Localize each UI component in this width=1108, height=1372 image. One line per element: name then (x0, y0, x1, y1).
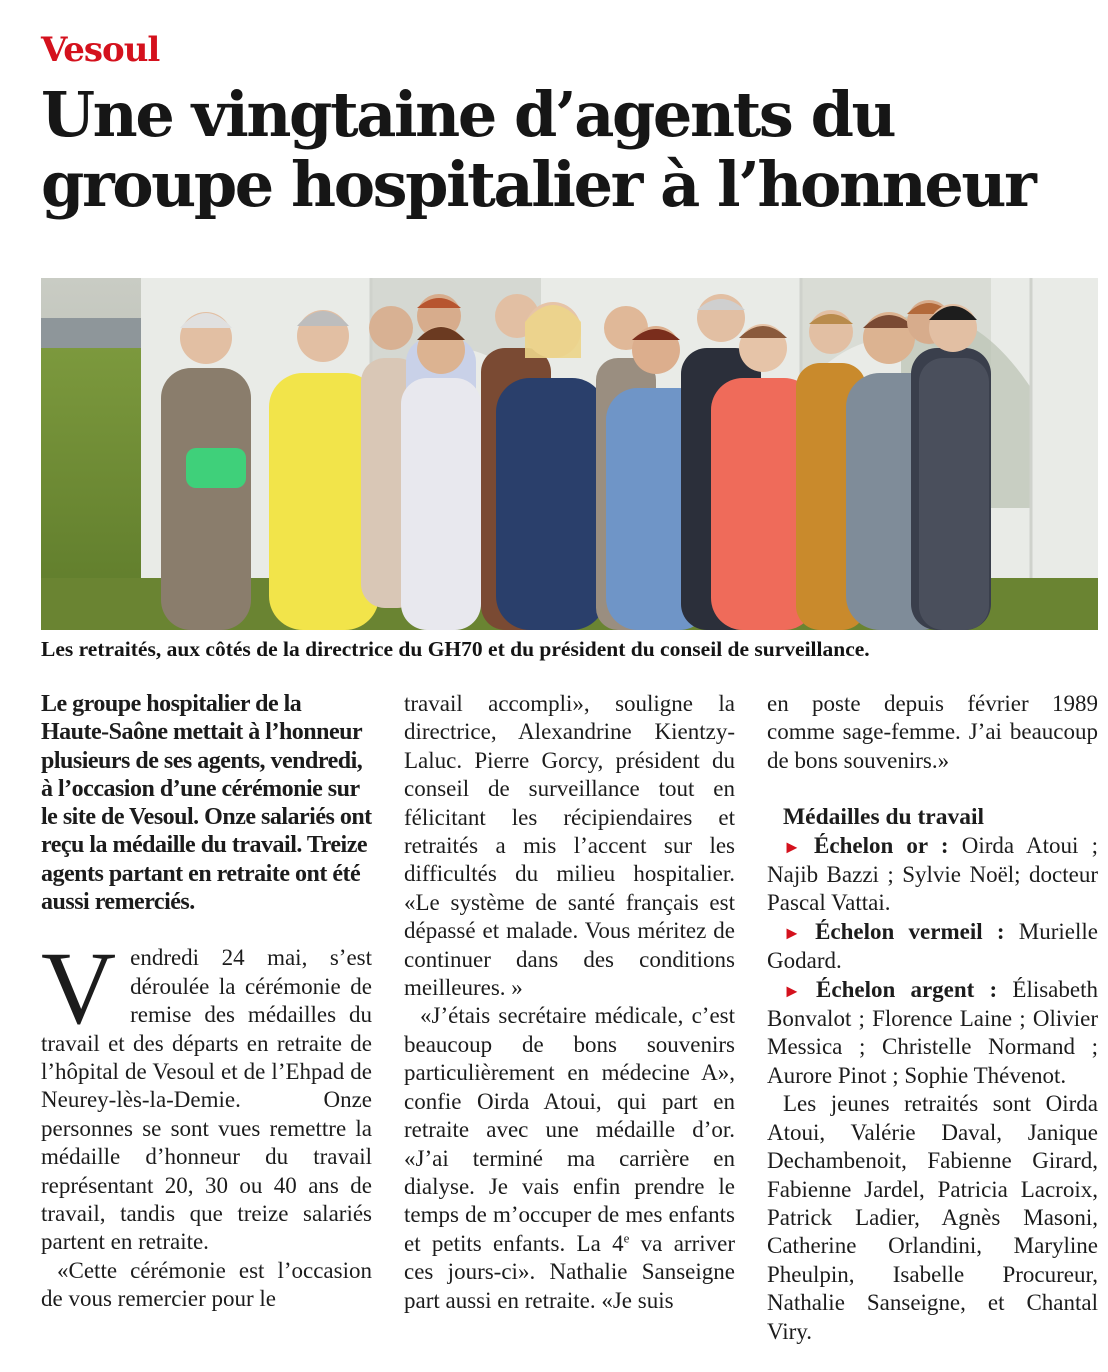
column-1 (41, 690, 372, 1314)
section-kicker: Vesoul (41, 30, 160, 70)
arrow-icon: ► (783, 922, 801, 943)
medal-item-or: ► Échelon or : Oirda Atoui ; Najib Bazzi ; Sylvie Noël; docteur Pascal Vattai. (767, 832, 1099, 916)
body-paragraph-2-start: «Cette cérémonie est l’occasion de vous remercier pour le (41, 1257, 372, 1312)
body-paragraph-3-cont: en poste depuis février 1989 comme sage-femme. J’ai beaucoup de bons souvenirs.» (767, 691, 1098, 773)
photo-caption: Les retraités, aux côtés de la directrice du GH70 et du président du conseil de surveillance. (41, 637, 870, 661)
medal-item-argent: ► Échelon argent : Élisabeth Bonvalot ; Florence Laine ; Olivier Messica ; Christelle Normand ; Aurore Pinot ; Sophie Thévenot. (767, 976, 1098, 1088)
column-2 (404, 690, 735, 1315)
body-paragraph-3: «J’étais secrétaire médicale, c’est beaucoup de bons souvenirs particulièrement en médecine A», confie Oirda Atoui, qui part en retraite avec une médaille d’or. «J’ai terminé ma carrière en dialyse. Je vais enfin prendre le temps de m’occuper de mes enfants et petits enfants. La 4e va arriver ces jours-ci». Nathalie Sanseigne part aussi en retraite. «Je suis (404, 1003, 735, 1313)
article-lead: Le groupe hospitalier de la Haute-Saône mettait à l’honneur plusieurs de ses agents, vendredi, à l’occasion d’une cérémonie sur le site de Vesoul. Onze salariés ont reçu la médaille du travail. Treize agents partant en retraite ont été aussi remerciés. (41, 691, 372, 916)
drop-cap: V (41, 931, 117, 1047)
arrow-icon: ► (783, 980, 801, 1001)
body-paragraph-2-cont: travail accompli», souligne la directrice, Alexandrine Kientzy-Laluc. Pierre Gorcy, président du conseil de surveillance tout en félicitant les récipiendaires et retraités a mis l’accent sur les difficultés du milieu hospitalier. «Le système de santé français est dépassé et malade. Vous méritez de continuer dans des conditions meilleures. » (404, 691, 735, 1001)
medal-item-vermeil: ► Échelon vermeil : Murielle Godard. (767, 918, 1098, 974)
retirees-list: Les jeunes retraités sont Oirda Atoui, Valérie Daval, Janique Dechambenoit, Fabienne Girard, Fabienne Jardel, Patricia Lacroix, Patrick Ladier, Agnès Masoni, Catherine Orlandini, Maryline Pheulpin, Isabelle Procureur, Nathalie Sanseigne, et Chantal Viry. (767, 1091, 1098, 1344)
article-headline: Une vingtaine d’agents du groupe hospitalier à l’honneur (41, 78, 1035, 221)
arrow-icon: ► (783, 836, 801, 857)
body-paragraph-1: Vendredi 24 mai, s’est déroulée la cérémonie de remise des médailles du travail et des départs en retraite de l’hôpital de Vesoul et de l’Ehpad de Neurey-lès-la-Demie. Onze personnes se sont vues remettre la médaille d’honneur du travail représentant 20, 30 ou 40 ans de travail, tandis que treize salariés partent en retraite. (41, 931, 372, 1255)
group-photo (41, 278, 1098, 630)
medals-heading: Médailles du travail (783, 804, 985, 831)
column-3 (767, 690, 1098, 1346)
